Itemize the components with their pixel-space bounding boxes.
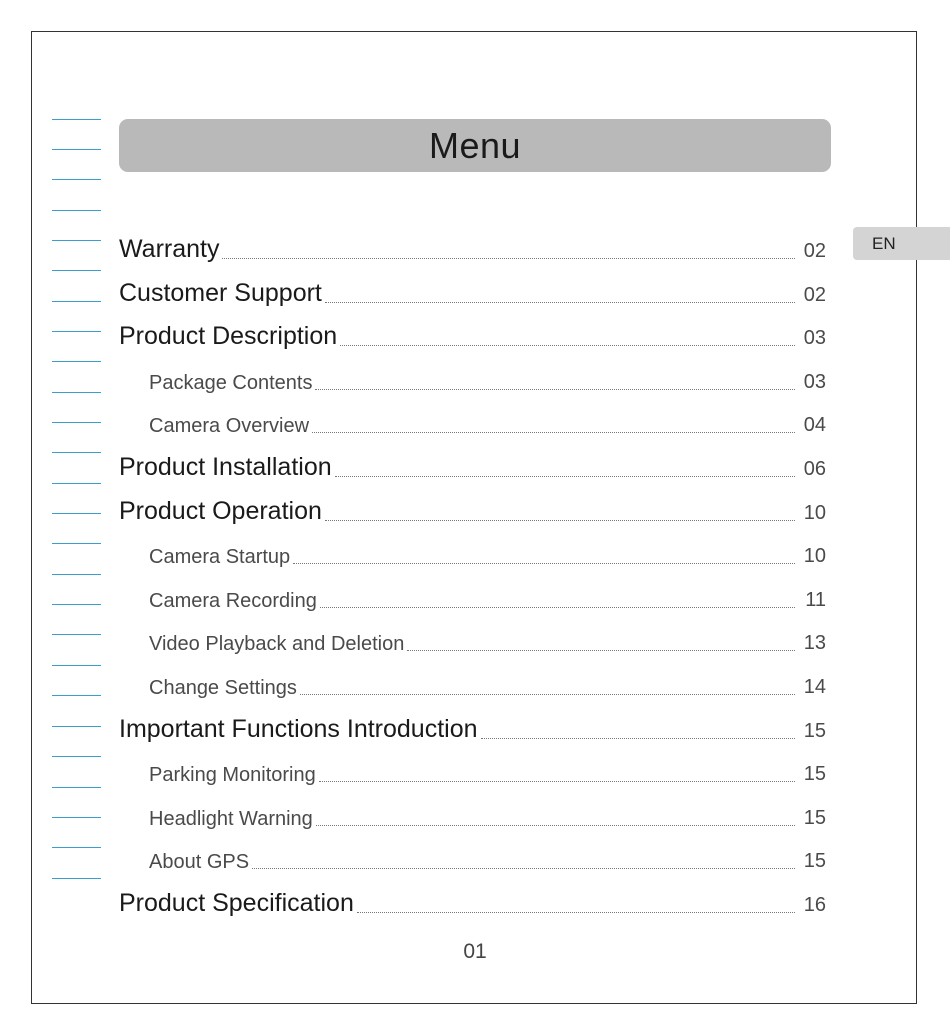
toc-entry-title: Change Settings xyxy=(149,677,297,699)
side-line xyxy=(52,665,101,666)
toc-leader-dots xyxy=(312,432,795,433)
toc-entry-title: Product Description xyxy=(119,322,338,350)
toc-entry-title: Customer Support xyxy=(119,279,322,307)
toc-entry-page: 14 xyxy=(803,676,826,698)
toc-entry[interactable] xyxy=(119,743,826,787)
page-number: 01 xyxy=(463,940,487,963)
toc-leader-dots xyxy=(335,476,795,477)
toc-leader-dots xyxy=(316,825,795,826)
side-line xyxy=(52,695,101,696)
toc-leader-dots xyxy=(325,302,795,303)
side-line xyxy=(52,604,101,605)
side-line xyxy=(52,179,101,180)
toc-entry-page: 15 xyxy=(803,850,826,872)
menu-banner xyxy=(119,119,831,172)
toc-entry[interactable] xyxy=(119,787,826,831)
toc-entry[interactable] xyxy=(119,656,826,700)
toc-entry[interactable] xyxy=(119,482,826,526)
toc-entry-title: Video Playback and Deletion xyxy=(149,633,405,655)
toc-entry-page: 15 xyxy=(803,763,826,785)
toc-entry-page: 13 xyxy=(803,632,826,654)
toc-entry-page: 03 xyxy=(803,327,826,349)
toc-leader-dots xyxy=(340,345,795,346)
side-line xyxy=(52,483,101,484)
toc-entry-title: Parking Monitoring xyxy=(149,764,316,786)
side-line xyxy=(52,149,101,150)
toc-entry-title: Warranty xyxy=(119,235,220,263)
toc-entry[interactable] xyxy=(119,612,826,656)
toc-entry-page: 06 xyxy=(803,458,826,480)
toc-entry[interactable] xyxy=(119,525,826,569)
toc-leader-dots xyxy=(481,738,795,739)
side-line xyxy=(52,574,101,575)
toc-entry[interactable] xyxy=(119,394,826,438)
toc-leader-dots xyxy=(407,650,795,651)
toc-entry-page: 10 xyxy=(803,545,826,567)
toc-entry-page: 15 xyxy=(803,807,826,829)
side-line xyxy=(52,392,101,393)
toc-leader-dots xyxy=(315,389,795,390)
side-line xyxy=(52,878,101,879)
side-line xyxy=(52,756,101,757)
toc-entry[interactable] xyxy=(119,874,826,918)
toc-entry-page: 16 xyxy=(803,894,826,916)
toc-entry-page: 11 xyxy=(805,589,826,611)
side-line xyxy=(52,422,101,423)
side-line xyxy=(52,634,101,635)
toc-entry[interactable] xyxy=(119,700,826,744)
toc-leader-dots xyxy=(300,694,795,695)
toc-entry-page: 10 xyxy=(803,502,826,524)
toc-entry-page: 03 xyxy=(803,371,826,393)
side-line xyxy=(52,301,101,302)
toc-entry-title: Package Contents xyxy=(149,372,313,394)
toc-entry[interactable] xyxy=(119,220,826,264)
side-line xyxy=(52,787,101,788)
toc-entry-title: Product Specification xyxy=(119,889,354,917)
toc-entry-title: Camera Recording xyxy=(149,590,317,612)
language-label: EN xyxy=(872,233,896,253)
side-line xyxy=(52,817,101,818)
side-line xyxy=(52,210,101,211)
toc-entry-title: About GPS xyxy=(149,851,250,873)
language-tab[interactable] xyxy=(853,227,950,260)
toc-leader-dots xyxy=(252,868,795,869)
toc-entry-title: Product Installation xyxy=(119,453,332,481)
toc-entry-page: 04 xyxy=(803,414,826,436)
side-line xyxy=(52,331,101,332)
toc-leader-dots xyxy=(320,607,795,608)
side-line xyxy=(52,543,101,544)
toc-entry[interactable] xyxy=(119,438,826,482)
toc-entry[interactable] xyxy=(119,307,826,351)
side-line xyxy=(52,847,101,848)
toc-leader-dots xyxy=(222,258,795,259)
toc-entry-title: Product Operation xyxy=(119,497,322,525)
menu-title: Menu xyxy=(428,124,522,166)
toc-leader-dots xyxy=(293,563,795,564)
side-line xyxy=(52,270,101,271)
toc-entry-title: Headlight Warning xyxy=(149,808,313,830)
toc-leader-dots xyxy=(325,520,795,521)
toc-entry[interactable] xyxy=(119,351,826,395)
toc-entry-page: 15 xyxy=(803,720,826,742)
side-line xyxy=(52,119,101,120)
toc-entry[interactable] xyxy=(119,264,826,308)
side-line xyxy=(52,361,101,362)
toc-entry-page: 02 xyxy=(803,284,826,306)
toc-entry-page: 02 xyxy=(803,240,826,262)
side-line xyxy=(52,240,101,241)
toc-leader-dots xyxy=(357,912,795,913)
side-line xyxy=(52,726,101,727)
toc-entry-title: Camera Overview xyxy=(149,415,310,437)
toc-entry[interactable] xyxy=(119,569,826,613)
side-line xyxy=(52,513,101,514)
toc-entry-title: Important Functions Introduction xyxy=(119,715,478,743)
side-line xyxy=(52,452,101,453)
toc-leader-dots xyxy=(319,781,795,782)
toc-entry-title: Camera Startup xyxy=(149,546,291,568)
toc-entry[interactable] xyxy=(119,830,826,874)
